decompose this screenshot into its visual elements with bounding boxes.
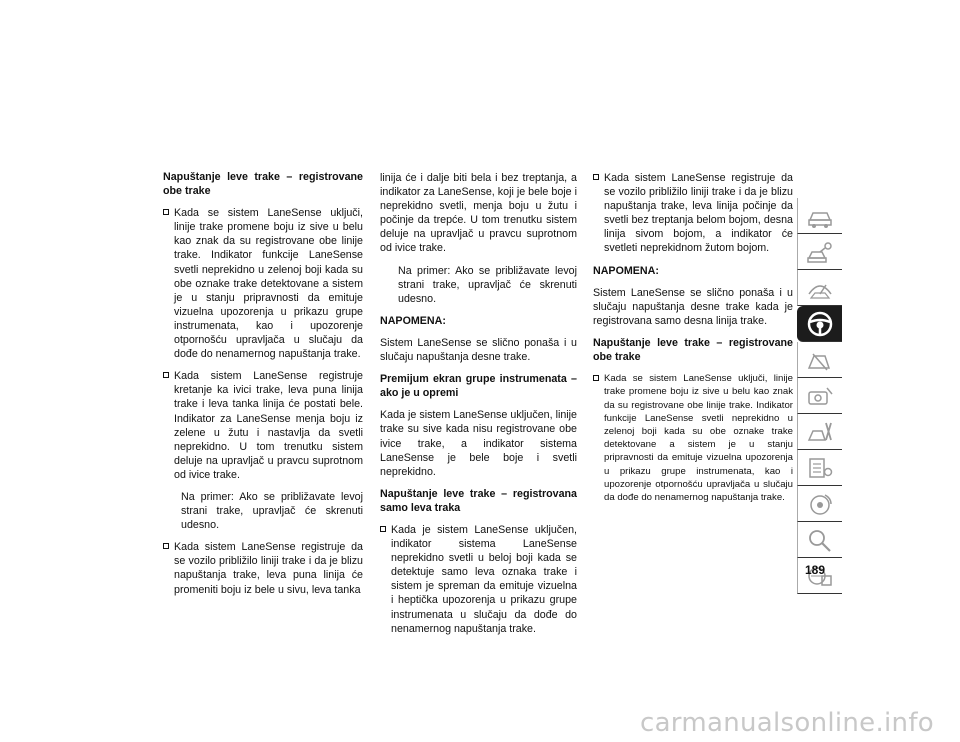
checkbox-bullet-icon bbox=[593, 174, 599, 180]
vehicle-keys-icon bbox=[805, 238, 835, 266]
watermark-text: carmanualsonline.info bbox=[639, 708, 934, 738]
note-title: NAPOMENA: bbox=[380, 314, 446, 327]
tab-emergency[interactable] bbox=[797, 378, 842, 414]
multimedia-icon bbox=[805, 490, 835, 518]
tab-introduction[interactable] bbox=[797, 198, 842, 234]
section-heading: Napuštanje leve trake – registrovane obe trake bbox=[593, 336, 793, 364]
bullet-item: Kada se sistem LaneSense uključi, linije trake promene boju iz sive u belu kao znak da su registrovane obe linije trake. Indikator funkcije LaneSense svetli neprekidno u zelenoj boji kada su obe oznake trake detektovane a sistem je u stanju pripravnosti da emituje vizuelna upozorenja u prikazu grupe instrumenata, kao i upozorenje otpornošću upravljača u slučaju da dođe do nenamernog napuštanja trake. bbox=[163, 206, 363, 361]
tab-safety[interactable] bbox=[797, 342, 842, 378]
column-2 bbox=[380, 171, 577, 644]
checkbox-bullet-icon bbox=[163, 209, 169, 215]
checkbox-bullet-icon bbox=[163, 543, 169, 549]
index-search-icon bbox=[805, 526, 835, 554]
crash-safety-icon bbox=[805, 346, 835, 374]
bullet-item: Kada sistem LaneSense registruje da se vozilo približilo liniji trake i da je blizu napuštanja trake, leva linija počinje da svetli bez treptanja belom bojom, desna linija sivom bojom, a indikator će svetleti neprekidnom žutom bojom. bbox=[593, 171, 793, 256]
example-text: Na primer: Ako se približavate levoj strani trake, upravljač će skrenuti udesno. bbox=[398, 264, 577, 305]
bullet-item: Kada je sistem LaneSense uključen, indikator sistema LaneSense neprekidno svetli u beloj boji kada se detektuje samo leva oznaka trake i sistem je spreman da emituje vizuelna i heptička upozorenja u prikazu grupe instrumenata u slučaju da dođe do nenamernog napuštanja trake. bbox=[380, 523, 577, 636]
note-title: NAPOMENA: bbox=[593, 264, 659, 277]
service-tools-icon bbox=[805, 418, 835, 446]
example-text: Na primer: Ako se približavate levoj strani trake, upravljač će skrenuti udesno. bbox=[181, 490, 363, 532]
column-3 bbox=[593, 171, 793, 512]
watermark-bar bbox=[0, 704, 960, 742]
checkbox-bullet-icon bbox=[163, 372, 169, 378]
dashboard-icon bbox=[805, 274, 835, 302]
section-heading: Napuštanje leve trake – registrovana samo leva traka bbox=[380, 487, 577, 514]
checkbox-bullet-icon bbox=[593, 375, 599, 381]
tab-specifications[interactable] bbox=[797, 450, 842, 486]
emergency-icon bbox=[805, 382, 835, 410]
tab-index[interactable] bbox=[797, 522, 842, 558]
tab-instrument-panel[interactable] bbox=[797, 270, 842, 306]
specifications-icon bbox=[805, 454, 835, 482]
tab-getting-to-know[interactable] bbox=[797, 234, 842, 270]
section-heading: Premijum ekran grupe instrumenata – ako je u opremi bbox=[380, 373, 577, 400]
page-number: 189 bbox=[804, 563, 826, 577]
tab-servicing[interactable] bbox=[797, 414, 842, 450]
steering-wheel-icon bbox=[805, 310, 835, 338]
tab-starting-operating[interactable] bbox=[797, 306, 842, 342]
car-intro-icon bbox=[805, 202, 835, 230]
column-1 bbox=[163, 170, 363, 605]
section-heading: Napuštanje leve trake – registrovane obe trake bbox=[163, 171, 363, 198]
bullet-item: Kada sistem LaneSense registruje kretanje ka ivici trake, leva puna linija trake i leva tanka linija će postati bele. Indikator za LaneSense menja boju iz zelene u žutu i nastavlja da svetli neprekidno. U tom trenutku sistem deluje na upravljač u pravcu suprotnom od ivice trake. bbox=[163, 369, 363, 482]
checkbox-bullet-icon bbox=[380, 526, 386, 532]
tab-multimedia[interactable] bbox=[797, 486, 842, 522]
note-text: Sistem LaneSense se slično ponaša i u slučaju napuštanja desne trake kada je registrovana samo desna linija trake. bbox=[593, 286, 793, 327]
bullet-item: Kada se sistem LaneSense uključi, linije trake promene boju iz sive u belu kao znak da su registrovane obe linije trake. Indikator funkcije LaneSense svetli neprekidno u zelenoj boji kada su obe oznake trake detektovane a sistem je u stanju pripravnosti da emituje vizuelna upozorenja u prikazu grupe instrumenata, kao i upozorenje otpornošću upravljača u slučaju da dođe do nenamernog napuštanja trake. bbox=[593, 372, 793, 504]
bullet-item: Kada sistem LaneSense registruje da se vozilo približilo liniji trake i da je blizu napuštanja trake, leva puna linija će promeniti boju iz bele u sivu, leva tanka bbox=[163, 540, 363, 596]
continuation-text: linija će i dalje biti bela i bez treptanja, a indikator za LaneSense, koji je bele boje i neprekidno svetli, menja boju u žutu i počinje da trepće. U tom trenutku sistem deluje na upravljač u pravcu suprotnom od ivice trake. bbox=[380, 172, 577, 255]
paragraph: Kada je sistem LaneSense uključen, linije trake su sive kada nisu registrovane obe ivice trake, a indikator sistema LaneSense je bele boje i svetli neprekidno. bbox=[380, 409, 577, 478]
note-text: Sistem LaneSense se slično ponaša i u slučaju napuštanja desne trake. bbox=[380, 336, 577, 364]
